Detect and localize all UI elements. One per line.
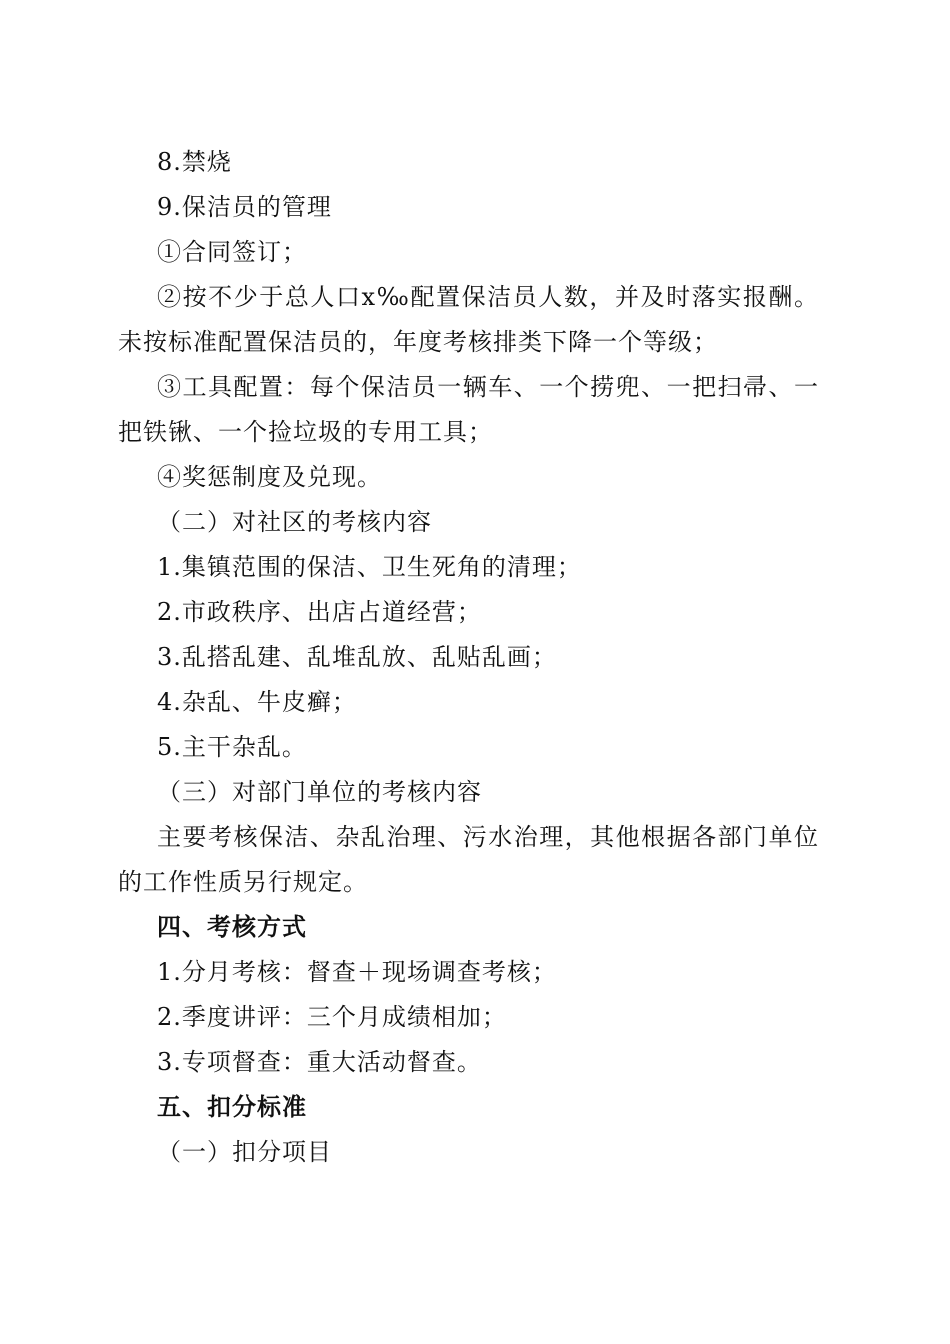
sub-item-contract: ①合同签订； (157, 238, 307, 266)
department-paragraph-cont: 的工作性质另行规定。 (118, 868, 368, 896)
sub-item-tools-cont: 把铁锹、一个捡垃圾的专用工具； (118, 418, 493, 446)
sub-item-tools: ③工具配置：每个保洁员一辆车、一个捞兜、一把扫帚、一 (157, 373, 819, 401)
department-paragraph: 主要考核保洁、杂乱治理、污水治理，其他根据各部门单位 (157, 823, 819, 851)
sub-item-staffing-cont: 未按标准配置保洁员的，年度考核排类下降一个等级； (118, 328, 718, 356)
section-deduction-items: （一）扣分项目 (157, 1138, 332, 1166)
section-community-assessment: （二）对社区的考核内容 (157, 508, 432, 536)
heading-assessment-method: 四、考核方式 (157, 913, 307, 941)
item-9-cleaner-management: 9.保洁员的管理 (157, 193, 332, 221)
community-item-1: 1.集镇范围的保洁、卫生死角的清理； (157, 553, 582, 581)
community-item-3: 3.乱搭乱建、乱堆乱放、乱贴乱画； (157, 643, 557, 671)
section-department-assessment: （三）对部门单位的考核内容 (157, 778, 482, 806)
sub-item-rewards: ④奖惩制度及兑现。 (157, 463, 382, 491)
community-item-2: 2.市政秩序、出店占道经营； (157, 598, 482, 626)
heading-deduction-standard: 五、扣分标准 (157, 1093, 307, 1121)
method-item-1: 1.分月考核：督查＋现场调查考核； (157, 958, 557, 986)
sub-item-staffing: ②按不少于总人口x‰配置保洁员人数，并及时落实报酬。 (157, 283, 819, 311)
method-item-2: 2.季度讲评：三个月成绩相加； (157, 1003, 507, 1031)
community-item-5: 5.主干杂乱。 (157, 733, 307, 761)
item-8-burn-ban: 8.禁烧 (157, 148, 232, 176)
community-item-4: 4.杂乱、牛皮癣； (157, 688, 357, 716)
method-item-3: 3.专项督查：重大活动督查。 (157, 1048, 482, 1076)
